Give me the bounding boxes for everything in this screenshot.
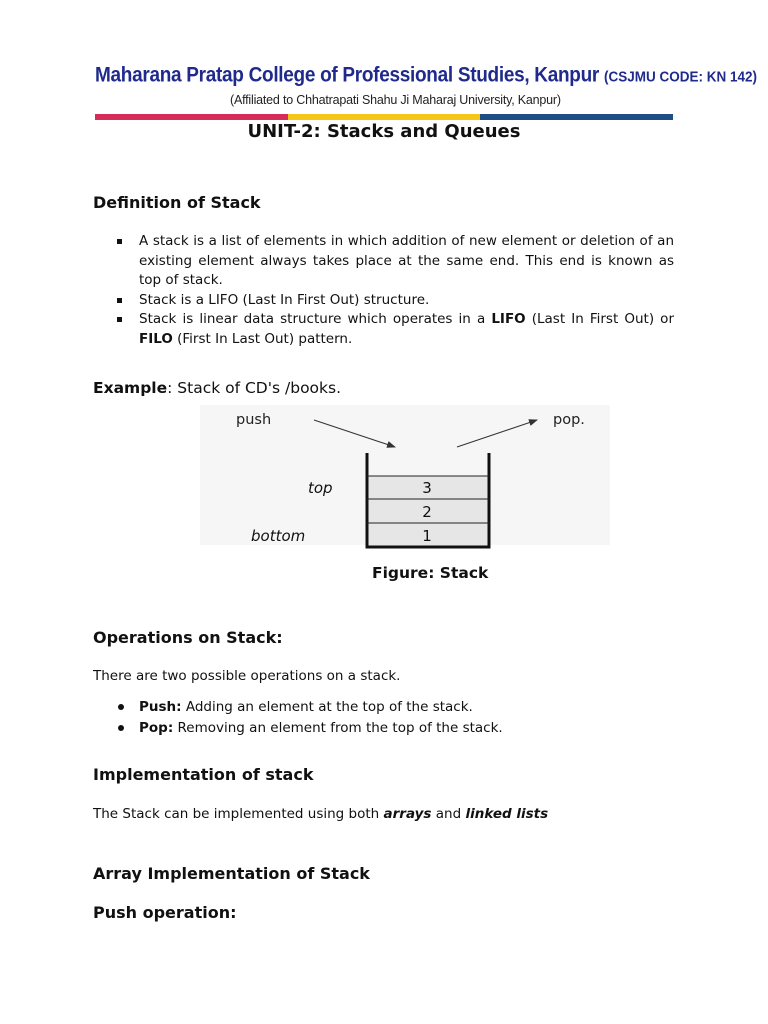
affiliation-line: (Affiliated to Chhatrapati Shahu Ji Maharaj University, Kanpur) <box>230 93 561 107</box>
definition-list <box>93 232 674 349</box>
unit-title: UNIT-2: Stacks and Queues <box>247 121 521 142</box>
push-label: push <box>236 412 272 428</box>
stack-cell-3: 3 <box>422 479 432 497</box>
example-label: Example <box>93 379 168 397</box>
stack-cell-1: 1 <box>422 527 432 545</box>
list-item: Pop: Removing an element from the top of the stack. <box>93 718 503 739</box>
operations-intro: There are two possible operations on a stack. <box>93 668 401 684</box>
list-item: Stack is a LIFO (Last In First Out) structure. <box>93 291 674 311</box>
header-color-stripe <box>95 114 673 120</box>
operations-list <box>93 697 503 738</box>
example-line: Example: Stack of CD's /books. <box>93 379 342 397</box>
implementation-heading: Implementation of stack <box>93 765 314 784</box>
top-label: top <box>308 479 333 497</box>
stack-figure <box>200 405 610 555</box>
stripe-red <box>95 114 288 120</box>
pop-label: pop. <box>553 412 585 428</box>
list-item: Stack is linear data structure which operates in a LIFO (Last In First Out) or FILO (First In Last Out) pattern. <box>93 310 674 349</box>
college-letterhead <box>95 62 758 122</box>
array-implementation-heading: Array Implementation of Stack <box>93 864 370 883</box>
definition-heading: Definition of Stack <box>93 193 261 212</box>
stack-cell-2: 2 <box>422 503 432 521</box>
stripe-yellow <box>288 114 481 120</box>
implementation-text: The Stack can be implemented using both arrays and linked lists <box>93 806 549 822</box>
list-item: A stack is a list of elements in which addition of new element or deletion of an existing element always takes place at the same end. This end is known as top of stack. <box>93 232 674 291</box>
stack-diagram <box>200 405 610 555</box>
stripe-blue <box>480 114 673 120</box>
push-operation-heading: Push operation: <box>93 903 237 922</box>
figure-caption: Figure: Stack <box>372 564 489 582</box>
bottom-label: bottom <box>251 527 306 545</box>
college-code: (CSJMU CODE: KN 142) <box>604 68 758 85</box>
list-item: Push: Adding an element at the top of the stack. <box>93 697 503 718</box>
operations-heading: Operations on Stack: <box>93 628 283 647</box>
college-name: Maharana Pratap College of Professional Studies, Kanpur (CSJMU CODE: KN 142) <box>95 64 758 88</box>
